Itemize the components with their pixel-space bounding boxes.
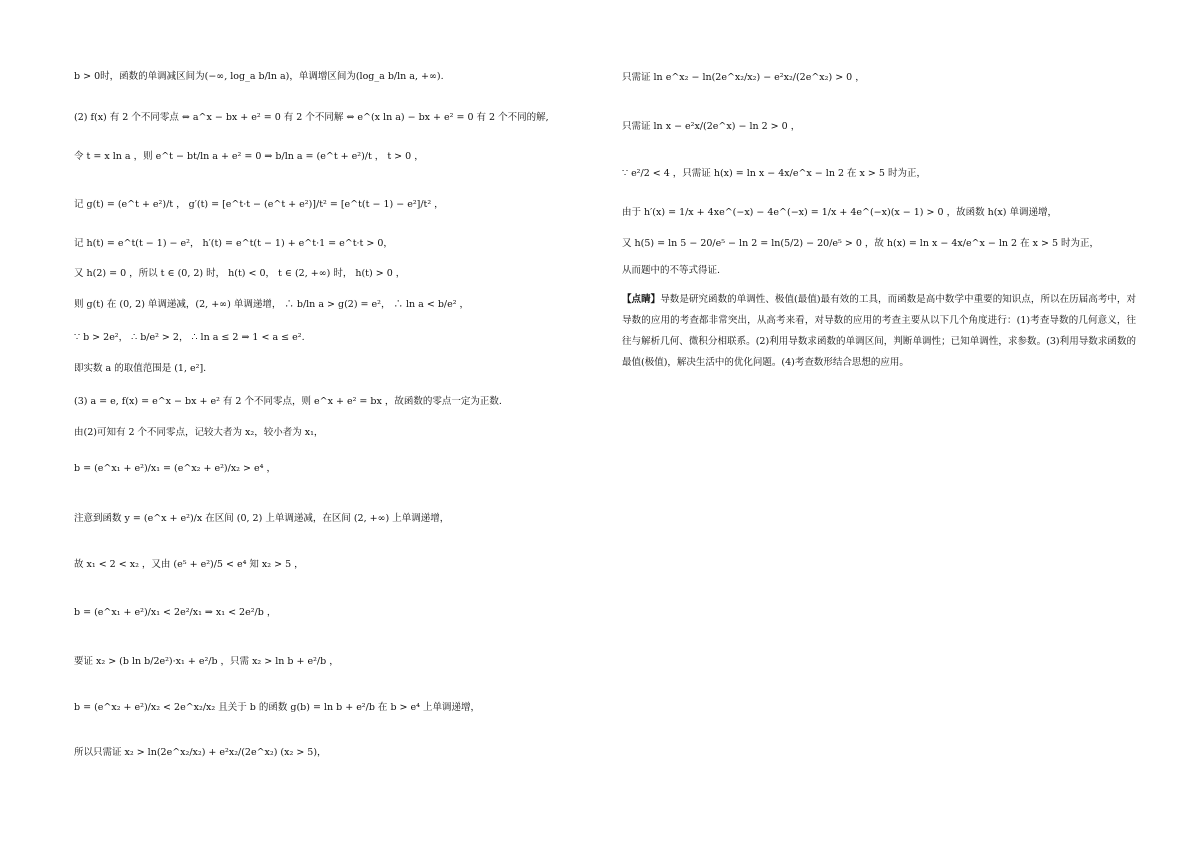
paragraph: 又 h(2) = 0 ，所以 t ∈ (0, 2) 时， h(t) < 0， t ∈ (2, +∞) 时， h(t) > 0 ， — [74, 268, 406, 279]
paragraph: b = (e^x₂ + e²)/x₂ < 2e^x₂/x₂ 且关于 b 的函数 g(b) = ln b + e²/b 在 b > e⁴ 上单调递增， — [74, 702, 480, 713]
paragraph: (3) a = e, f(x) = e^x − bx + e² 有 2 个不同零点，则 e^x + e² = bx ，故函数的零点一定为正数. — [74, 396, 502, 407]
comment-paragraph — [622, 289, 1136, 373]
paragraph: (2) f(x) 有 2 个不同零点 ⇔ a^x − bx + e² = 0 有 2 个不同解 ⇔ e^(x ln a) − bx + e² = 0 有 2 个不同的解, — [74, 112, 549, 123]
paragraph: 只需证 ln x − e²x/(2e^x) − ln 2 > 0 ， — [622, 121, 801, 132]
paragraph: 由(2)可知有 2 个不同零点，记较大者为 x₂，较小者为 x₁， — [74, 427, 324, 438]
paragraph: ∵ e²/2 < 4 ，只需证 h(x) = ln x − 4x/e^x − ln 2 在 x > 5 时为正， — [622, 168, 926, 179]
paragraph: 要证 x₂ > (b ln b/2e²)·x₁ + e²/b ，只需 x₂ > ln b + e²/b ， — [74, 656, 339, 667]
paragraph: b = (e^x₁ + e²)/x₁ = (e^x₂ + e²)/x₂ > e⁴ ， — [74, 463, 276, 474]
paragraph: 注意到函数 y = (e^x + e²)/x 在区间 (0, 2) 上单调递减，在区间 (2, +∞) 上单调递增， — [74, 513, 450, 524]
paragraph: b > 0时，函数的单调减区间为(−∞, log_a b/ln a)，单调增区间为(log_a b/ln a, +∞). — [74, 71, 444, 82]
paragraph: 故 x₁ < 2 < x₂ ，又由 (e⁵ + e²)/5 < e⁴ 知 x₂ > 5 ， — [74, 559, 304, 570]
paragraph: 记 g(t) = (e^t + e²)/t ， g′(t) = [e^t·t − (e^t + e²)]/t² = [e^t(t − 1) − e²]/t² ， — [74, 199, 444, 210]
paragraph: 由于 h′(x) = 1/x + 4xe^(−x) − 4e^(−x) = 1/x + 4e^(−x)(x − 1) > 0 ，故函数 h(x) 单调递增， — [622, 207, 1058, 218]
paragraph: 只需证 ln e^x₂ − ln(2e^x₂/x₂) − e²x₂/(2e^x₂) > 0 ， — [622, 72, 865, 83]
paragraph: 即实数 a 的取值范围是 (1, e²]. — [74, 363, 207, 374]
paragraph: 所以只需证 x₂ > ln(2e^x₂/x₂) + e²x₂/(2e^x₂) (x₂ > 5)， — [74, 747, 327, 758]
paragraph: 则 g(t) 在 (0, 2) 单调递减，(2, +∞) 单调递增， ∴ b/ln a > g(2) = e²， ∴ ln a < b/e² ， — [74, 299, 470, 310]
paragraph: 记 h(t) = e^t(t − 1) − e²， h′(t) = e^t(t − 1) + e^t·1 = e^t·t > 0， — [74, 238, 393, 249]
comment-label: 【点睛】 — [622, 294, 661, 305]
paragraph: b = (e^x₁ + e²)/x₁ < 2e²/x₁ ⇒ x₁ < 2e²/b ， — [74, 607, 277, 618]
paragraph: ∵ b > 2e²， ∴ b/e² > 2， ∴ ln a ≤ 2 ⇒ 1 < a ≤ e². — [74, 332, 305, 343]
comment-text: 导数是研究函数的单调性、极值(最值)最有效的工具，而函数是高中数学中重要的知识点，所以在历届高考中，对导数的应用的考查都非常突出，从高考来看，对导数的应用的考查主要从以下几个角度进行：(1)考查导数的几何意义，往往与解析几何、微积分相联系。(2)利用导数求函数的单调区间，判断单调性；已知单调性，求参数。(3)利用导数求函数的最值(极值)，解决生活中的优化问题。(4)考查数形结合思想的应用。 — [622, 294, 1136, 368]
paragraph: 令 t = x ln a ，则 e^t − bt/ln a + e² = 0 ⇒ b/ln a = (e^t + e²)/t ， t > 0 ， — [74, 151, 424, 162]
paragraph: 从而题中的不等式得证. — [622, 265, 721, 276]
paragraph: 又 h(5) = ln 5 − 20/e⁵ − ln 2 = ln(5/2) − 20/e⁵ > 0 ，故 h(x) = ln x − 4x/e^x − ln 2 在 x > 5 时为正， — [622, 238, 1100, 249]
